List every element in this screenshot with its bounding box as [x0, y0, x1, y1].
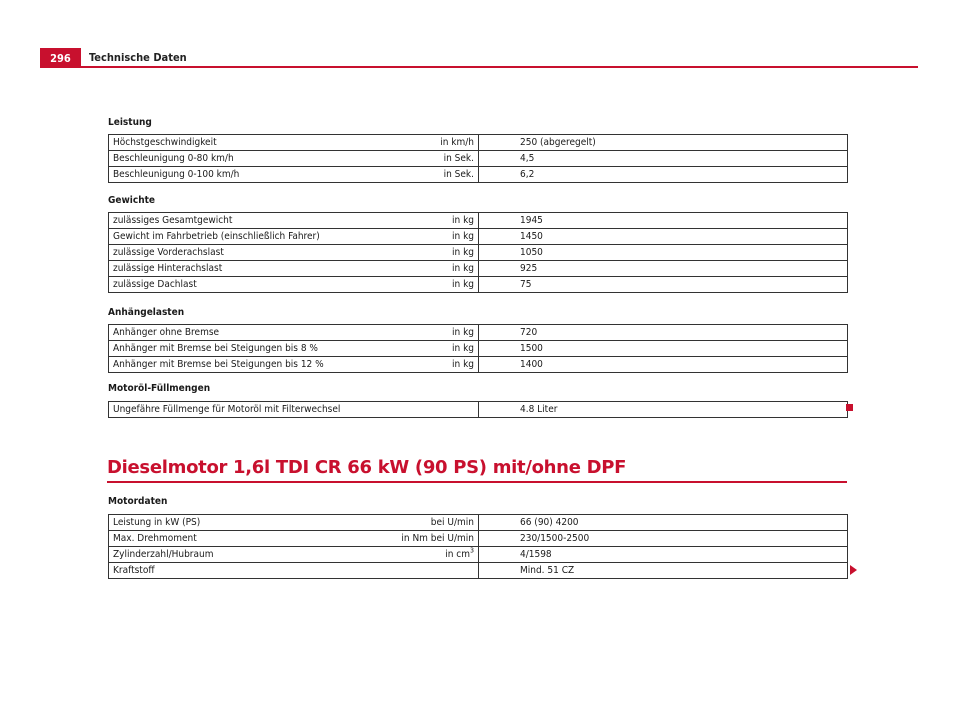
spec-unit	[359, 229, 479, 245]
spec-label: Beschleunigung 0-80 km/h	[109, 151, 359, 167]
spec-value: 1500	[479, 341, 848, 357]
table-row	[109, 341, 848, 357]
header-rule	[81, 66, 918, 68]
page-header	[40, 48, 918, 68]
spec-label: Anhänger ohne Bremse	[109, 325, 359, 341]
gewichte-table	[108, 212, 848, 293]
unit-text: in kg	[452, 327, 474, 338]
unit-text: in kg	[452, 231, 474, 242]
section-heading-anhaengelasten: Anhängelasten	[108, 307, 185, 318]
spec-label: Ungefähre Füllmenge für Motoröl mit Filterwechsel	[109, 402, 359, 418]
section-heading-motordaten: Motordaten	[108, 496, 168, 507]
spec-unit	[359, 341, 479, 357]
chapter-title: Technische Daten	[89, 51, 187, 64]
engine-section-title: Dieselmotor 1,6l TDI CR 66 kW (90 PS) mit/ohne DPF	[107, 457, 627, 478]
table-row	[109, 402, 848, 418]
unit-text: in Nm bei U/min	[401, 533, 474, 544]
spec-value: 4.8 Liter	[479, 402, 848, 418]
table-row	[109, 167, 848, 183]
spec-label: Gewicht im Fahrbetrieb (einschließlich Fahrer)	[109, 229, 359, 245]
spec-label: zulässige Vorderachslast	[109, 245, 359, 261]
spec-unit	[359, 151, 479, 167]
section-heading-leistung: Leistung	[108, 117, 152, 128]
spec-value: 75	[479, 277, 848, 293]
table-row	[109, 357, 848, 373]
unit-text: in kg	[452, 279, 474, 290]
spec-value: 230/1500-2500	[479, 531, 848, 547]
unit-text: in Sek.	[443, 153, 474, 164]
table-row	[109, 229, 848, 245]
spec-unit	[359, 213, 479, 229]
spec-unit	[359, 563, 479, 579]
unit-text: in cm	[445, 549, 470, 560]
spec-label: Zylinderzahl/Hubraum	[109, 547, 359, 563]
spec-value: 250 (abgeregelt)	[479, 135, 848, 151]
spec-value: 1400	[479, 357, 848, 373]
table-row	[109, 547, 848, 563]
spec-value: 720	[479, 325, 848, 341]
spec-unit	[359, 357, 479, 373]
leistung-table	[108, 134, 848, 183]
spec-value: 4/1598	[479, 547, 848, 563]
spec-value: 1450	[479, 229, 848, 245]
table-row	[109, 563, 848, 579]
page-number: 296	[40, 48, 81, 68]
unit-text: in kg	[452, 263, 474, 274]
spec-unit	[359, 245, 479, 261]
spec-label: Leistung in kW (PS)	[109, 515, 359, 531]
spec-value: 66 (90) 4200	[479, 515, 848, 531]
table-row	[109, 515, 848, 531]
table-row	[109, 245, 848, 261]
spec-unit	[359, 402, 479, 418]
spec-unit	[359, 261, 479, 277]
spec-unit	[359, 325, 479, 341]
unit-text: bei U/min	[430, 517, 474, 528]
unit-text: in kg	[452, 343, 474, 354]
unit-superscript: 3	[469, 546, 474, 555]
section-end-icon	[846, 404, 853, 411]
spec-unit	[359, 277, 479, 293]
unit-text: in kg	[452, 215, 474, 226]
table-row	[109, 531, 848, 547]
continue-arrow-icon	[850, 565, 857, 575]
spec-label: Max. Drehmoment	[109, 531, 359, 547]
spec-value: Mind. 51 CZ	[479, 563, 848, 579]
table-row	[109, 151, 848, 167]
section-heading-motoroel: Motoröl-Füllmengen	[108, 383, 211, 394]
spec-label: Anhänger mit Bremse bei Steigungen bis 8 %	[109, 341, 359, 357]
unit-text: in km/h	[440, 137, 474, 148]
spec-unit	[359, 531, 479, 547]
spec-unit	[359, 515, 479, 531]
unit-text: in Sek.	[443, 169, 474, 180]
spec-value: 1050	[479, 245, 848, 261]
spec-label: zulässiges Gesamtgewicht	[109, 213, 359, 229]
spec-label: Anhänger mit Bremse bei Steigungen bis 12 %	[109, 357, 359, 373]
spec-unit	[359, 135, 479, 151]
unit-text: in kg	[452, 359, 474, 370]
table-row	[109, 277, 848, 293]
spec-label: zulässige Dachlast	[109, 277, 359, 293]
table-row	[109, 325, 848, 341]
spec-label: Beschleunigung 0-100 km/h	[109, 167, 359, 183]
table-row	[109, 135, 848, 151]
spec-unit	[359, 547, 479, 563]
spec-value: 1945	[479, 213, 848, 229]
spec-value: 4,5	[479, 151, 848, 167]
motoroel-table	[108, 401, 848, 418]
spec-label: zulässige Hinterachslast	[109, 261, 359, 277]
spec-value: 6,2	[479, 167, 848, 183]
unit-text: in kg	[452, 247, 474, 258]
motordaten-table	[108, 514, 848, 579]
spec-value: 925	[479, 261, 848, 277]
table-row	[109, 261, 848, 277]
title-rule	[107, 481, 847, 483]
spec-label: Höchstgeschwindigkeit	[109, 135, 359, 151]
spec-label: Kraftstoff	[109, 563, 359, 579]
section-heading-gewichte: Gewichte	[108, 195, 156, 206]
spec-unit	[359, 167, 479, 183]
table-row	[109, 213, 848, 229]
anhaengelasten-table	[108, 324, 848, 373]
